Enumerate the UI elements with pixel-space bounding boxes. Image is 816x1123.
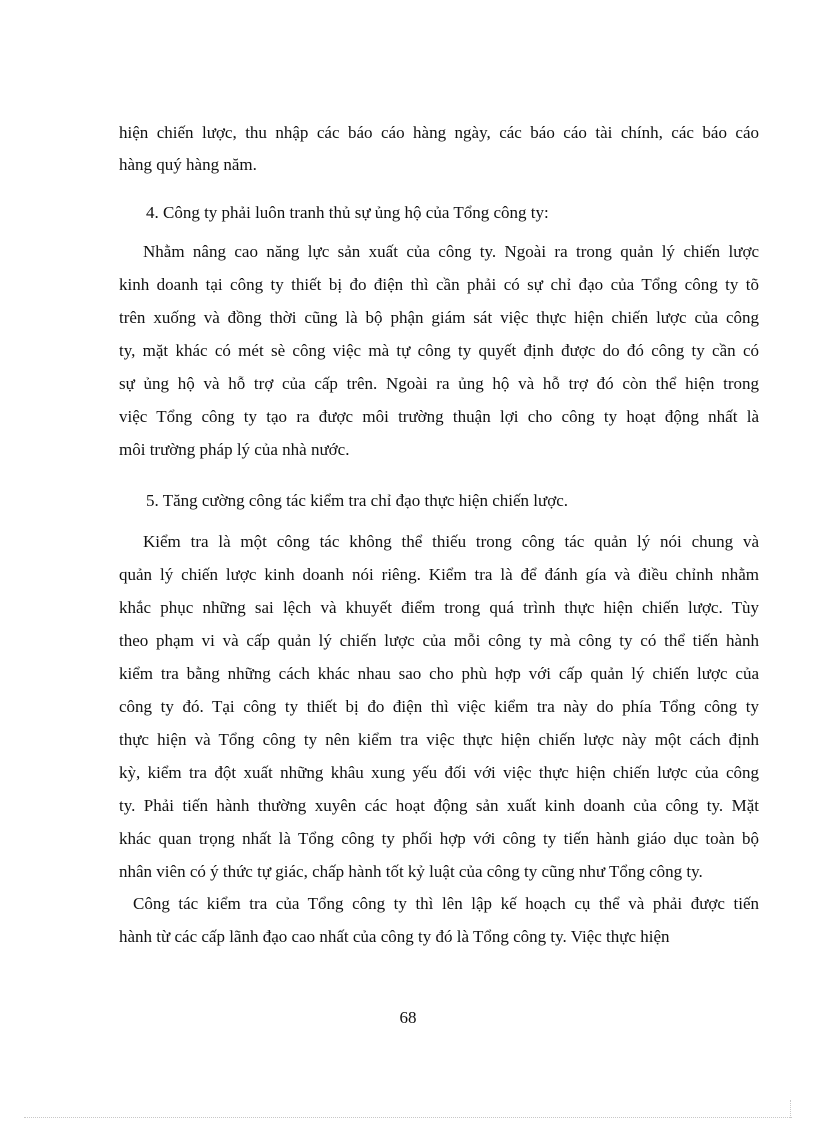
text-line: kinh doanh tại công ty thiết bị đo điện thì cần phải có sự chỉ đạo của Tổng công ty tõ bbox=[119, 275, 759, 294]
text-line: trên xuống và đồng thời cũng là bộ phận giám sát việc thực hiện chiến lược của công bbox=[119, 308, 759, 327]
text-line: kỳ, kiểm tra đột xuất những khâu xung yếu đối với việc thực hiện chiến lược của công bbox=[119, 763, 759, 782]
text-line: ty. Phải tiến hành thường xuyên các hoạt động sản xuất kinh doanh của công ty. Mặt bbox=[119, 796, 759, 815]
text-line: ty, mặt khác có mét sè công việc mà tự công ty quyết định được do đó công ty cần có bbox=[119, 341, 759, 360]
footer-divider bbox=[24, 1117, 792, 1118]
margin-divider bbox=[790, 1100, 791, 1118]
text-line: nhân viên có ý thức tự giác, chấp hành tốt kỷ luật của công ty cũng như Tổng công ty. bbox=[119, 862, 703, 881]
text-line: công ty đó. Tại công ty thiết bị đo điện thì việc kiểm tra này do phía Tổng công ty bbox=[119, 697, 759, 716]
text-line: khắc phục những sai lệch và khuyết điểm trong quá trình thực hiện chiến lược. Tùy bbox=[119, 598, 759, 617]
text-line: hiện chiến lược, thu nhập các báo cáo hàng ngày, các báo cáo tài chính, các báo cáo bbox=[119, 123, 759, 142]
page-number: 68 bbox=[399, 1008, 417, 1027]
text-line: môi trường pháp lý của nhà nước. bbox=[119, 440, 350, 459]
text-line: khác quan trọng nhất là Tổng công ty phối hợp với công ty tiến hành giáo dục toàn bộ bbox=[119, 829, 759, 848]
section-heading: 5. Tăng cường công tác kiểm tra chỉ đạo thực hiện chiến lược. bbox=[146, 491, 569, 510]
text-line: quản lý chiến lược kinh doanh nói riêng. Kiểm tra là để đánh gía và điều chỉnh nhằm bbox=[119, 565, 759, 584]
text-line: Kiểm tra là một công tác không thể thiếu trong công tác quản lý nói chung và bbox=[143, 532, 759, 551]
section-heading: 4. Công ty phải luôn tranh thủ sự ủng hộ của Tổng công ty: bbox=[146, 203, 549, 222]
text-line: Nhằm nâng cao năng lực sản xuất của công ty. Ngoài ra trong quản lý chiến lược bbox=[143, 242, 759, 261]
text-line: hàng quý hàng năm. bbox=[119, 155, 257, 174]
text-line: kiểm tra bằng những cách khác nhau sao cho phù hợp với cấp quản lý chiến lược của bbox=[119, 664, 759, 683]
text-line: việc Tổng công ty tạo ra được môi trường thuận lợi cho công ty hoạt động nhất là bbox=[119, 407, 759, 426]
text-line: Công tác kiểm tra của Tổng công ty thì lên lập kế hoạch cụ thể và phải được tiến bbox=[133, 894, 759, 913]
text-line: thực hiện và Tổng công ty nên kiểm tra việc thực hiện chiến lược này một cách định bbox=[119, 730, 759, 749]
text-line: hành từ các cấp lãnh đạo cao nhất của công ty đó là Tổng công ty. Việc thực hiện bbox=[119, 927, 670, 946]
text-line: theo phạm vi và cấp quản lý chiến lược của mỗi công ty mà công ty có thể tiến hành bbox=[119, 631, 759, 650]
text-line: sự ủng hộ và hỗ trợ của cấp trên. Ngoài ra ủng hộ và hỗ trợ đó còn thể hiện trong bbox=[119, 374, 759, 393]
